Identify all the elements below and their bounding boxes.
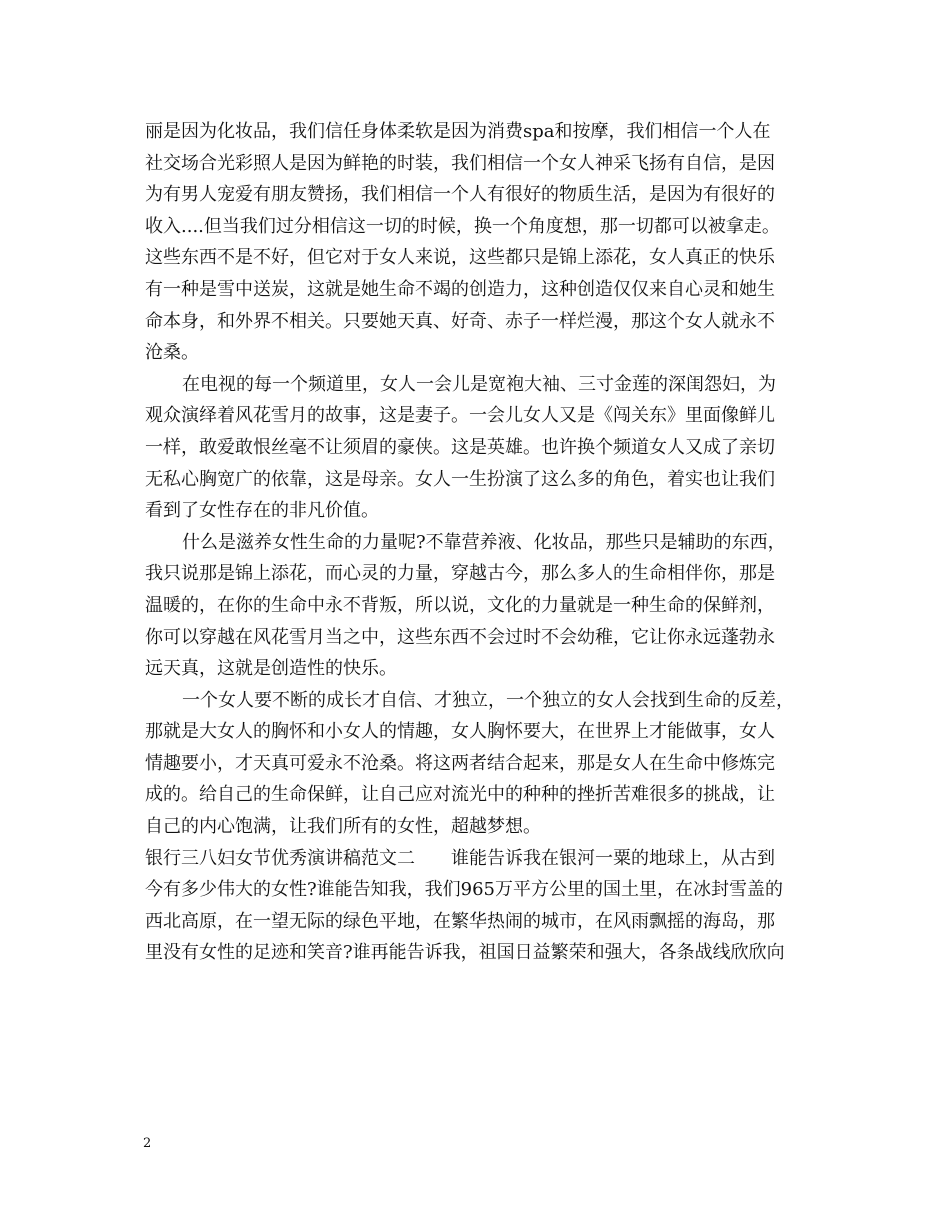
text-line: 那就是大女人的胸怀和小女人的情趣，女人胸怀要大，在世界上才能做事，女人: [145, 721, 775, 743]
text-line: 看到了女性存在的非凡价值。: [145, 500, 379, 522]
text-line: 银行三八妇女节优秀演讲稿范文二 谁能告诉我在银河一粟的地球上，从古到: [145, 847, 775, 869]
text-line: 什么是滋养女性生命的力量呢?不靠营养液、化妆品，那些只是辅助的东西，: [182, 531, 786, 553]
text-line: 温暖的，在你的生命中永不背叛，所以说，文化的力量就是一种生命的保鲜剂，: [145, 594, 775, 616]
text-line: 西北高原，在一望无际的绿色平地，在繁华热闹的城市，在风雨飘摇的海岛，那: [145, 910, 775, 932]
text-line: 成的。给自己的生命保鲜，让自己应对流光中的种种的挫折苦难很多的挑战，让: [145, 784, 775, 806]
text-line: 有一种是雪中送炭，这就是她生命不竭的创造力，这种创造仅仅来自心灵和她生: [145, 278, 775, 300]
text-line: 远天真，这就是创造性的快乐。: [145, 658, 397, 680]
text-line: 这些东西不是不好，但它对于女人来说，这些都只是锦上添花，女人真正的快乐: [145, 247, 775, 269]
text-line: 收入....但当我们过分相信这一切的时候，换一个角度想，那一切都可以被拿走。: [145, 215, 780, 237]
text-line: 一样，敢爱敢恨丝毫不让须眉的豪侠。这是英雄。也许换个频道女人又成了亲切: [145, 436, 775, 458]
text-line: 自己的内心饱满，让我们所有的女性，超越梦想。: [145, 816, 541, 838]
text-line: 情趣要小，才天真可爱永不沧桑。将这两者结合起来，那是女人在生命中修炼完: [145, 752, 775, 774]
text-line: 今有多少伟大的女性?谁能告知我，我们965万平方公里的国土里，在冰封雪盖的: [145, 879, 784, 901]
text-line: 沧桑。: [145, 342, 199, 364]
text-line: 我只说那是锦上添花，而心灵的力量，穿越古今，那么多人的生命相伴你，那是: [145, 563, 775, 585]
text-line: 无私心胸宽广的依靠，这是母亲。女人一生扮演了这么多的角色，着实也让我们: [145, 468, 775, 490]
text-line: 一个女人要不断的成长才自信、才独立，一个独立的女人会找到生命的反差，: [182, 689, 794, 711]
text-line: 观众演绎着风花雪月的故事，这是妻子。一会儿女人又是《闯关东》里面像鲜儿: [145, 405, 775, 427]
text-line: 在电视的每一个频道里，女人一会儿是宽袍大袖、三寸金莲的深闺怨妇，为: [182, 373, 776, 395]
text-line: 命本身，和外界不相关。只要她天真、好奇、赤子一样烂漫，那这个女人就永不: [145, 310, 775, 332]
page-number: 2: [143, 1136, 152, 1151]
text-line: 你可以穿越在风花雪月当之中，这些东西不会过时不会幼稚，它让你永远蓬勃永: [145, 626, 775, 648]
text-line: 丽是因为化妆品，我们信任身体柔软是因为消费spa和按摩，我们相信一个人在: [145, 121, 771, 142]
text-line: 里没有女性的足迹和笑音?谁再能告诉我，祖国日益繁荣和强大，各条战线欣欣向: [145, 942, 785, 964]
text-line: 社交场合光彩照人是因为鲜艳的时装，我们相信一个女人神采飞扬有自信，是因: [145, 152, 775, 174]
text-line: 为有男人宠爱有朋友赞扬，我们相信一个人有很好的物质生活，是因为有很好的: [145, 184, 775, 206]
document-body: [145, 116, 815, 969]
